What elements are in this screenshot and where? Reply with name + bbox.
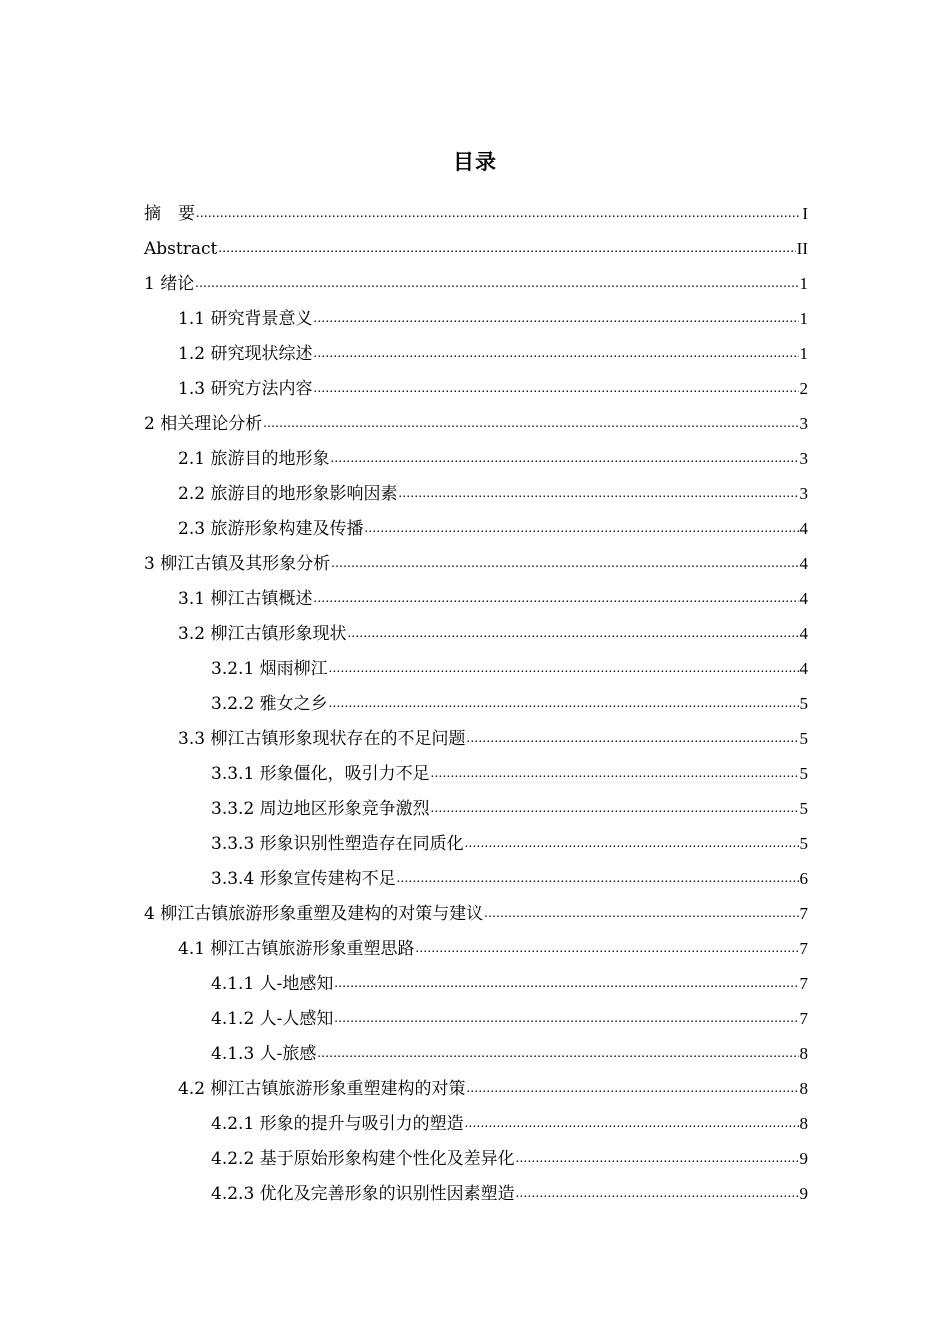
toc-entry-title: 3.3.2 周边地区形象竞争激烈: [211, 799, 430, 819]
toc-page-number: 7: [799, 904, 808, 923]
toc-page-number: 5: [799, 799, 808, 818]
toc-page-number: 1: [799, 344, 808, 363]
toc-page-number: 5: [799, 729, 808, 748]
toc-dot-leader: [313, 591, 798, 607]
toc-page-number: 5: [799, 764, 808, 783]
toc-dot-leader: [330, 451, 798, 467]
toc-entry[interactable]: [144, 826, 808, 861]
toc-dot-leader: [465, 836, 799, 852]
toc-page-number: 4: [799, 624, 808, 643]
toc-entry-title: 3.2.1 烟雨柳江: [211, 659, 328, 679]
toc-dot-leader: [415, 941, 798, 957]
toc-dot-leader: [431, 801, 799, 817]
toc-page-number: 8: [799, 1114, 808, 1133]
toc-page-number: 8: [799, 1044, 808, 1063]
toc-page-number: 1: [799, 274, 808, 293]
toc-dot-leader: [397, 871, 799, 887]
toc-entry[interactable]: [144, 616, 808, 651]
toc-entry[interactable]: [144, 931, 808, 966]
toc-entry-title: 4.1.2 人-人感知: [211, 1009, 334, 1029]
toc-entry-title: 4.2 柳江古镇旅游形象重塑建构的对策: [178, 1079, 466, 1099]
toc-entry[interactable]: [144, 756, 808, 791]
toc-entry-title: 2.3 旅游形象构建及传播: [178, 519, 364, 539]
toc-entry-title: 1 绪论: [144, 274, 195, 294]
toc-entry-title: 3.3.1 形象僵化，吸引力不足: [211, 764, 430, 784]
toc-page-number: 7: [799, 1009, 808, 1028]
toc-page-number: I: [802, 204, 808, 223]
toc-entry-title: 4 柳江古镇旅游形象重塑及建构的对策与建议: [144, 904, 484, 924]
toc-entry-title: 摘 要: [144, 204, 195, 224]
toc-dot-leader: [329, 661, 799, 677]
toc-dot-leader: [331, 556, 798, 572]
toc-page-number: 7: [799, 939, 808, 958]
toc-dot-leader: [263, 416, 798, 432]
toc-entry[interactable]: [144, 721, 808, 756]
page-title: 目录: [453, 150, 497, 174]
toc-dot-leader: [516, 1186, 799, 1202]
toc-entry[interactable]: [144, 1141, 808, 1176]
toc-page-number: 3: [799, 484, 808, 503]
toc-dot-leader: [364, 521, 798, 537]
toc-entry[interactable]: [144, 1001, 808, 1036]
toc-page-number: 4: [799, 519, 808, 538]
toc-entry[interactable]: [144, 651, 808, 686]
toc-page-number: 4: [799, 589, 808, 608]
toc-dot-leader: [195, 276, 798, 292]
toc-entry-title: 3 柳江古镇及其形象分析: [144, 554, 331, 574]
toc-dot-leader: [329, 696, 799, 712]
toc-page-number: 8: [799, 1079, 808, 1098]
toc-entry[interactable]: [144, 336, 808, 371]
toc-page-number: 9: [799, 1149, 808, 1168]
toc-dot-leader: [398, 486, 798, 502]
toc-dot-leader: [466, 731, 798, 747]
toc-entry[interactable]: [144, 511, 808, 546]
toc-entry-title: 4.1 柳江古镇旅游形象重塑思路: [178, 939, 415, 959]
toc-dot-leader: [196, 206, 801, 222]
toc-dot-leader: [334, 1011, 798, 1027]
toc-page-number: 4: [799, 659, 808, 678]
toc-dot-leader: [347, 626, 798, 642]
toc-page-number: 5: [799, 834, 808, 853]
toc-entry-title: Abstract: [144, 239, 218, 259]
toc-entry[interactable]: [144, 966, 808, 1001]
toc-entry[interactable]: [144, 1176, 808, 1211]
toc-dot-leader: [317, 1046, 798, 1062]
toc-dot-leader: [466, 1081, 798, 1097]
toc-entry-title: 3.1 柳江古镇概述: [178, 589, 313, 609]
toc-entry-title: 4.1.3 人-旅感: [211, 1044, 317, 1064]
toc-entry[interactable]: [144, 581, 808, 616]
toc-entry-title: 2.1 旅游目的地形象: [178, 449, 330, 469]
toc-entry[interactable]: [144, 1071, 808, 1106]
toc-page-number: 2: [799, 379, 808, 398]
toc-entry[interactable]: [144, 406, 808, 441]
toc-entry-title: 1.2 研究现状综述: [178, 344, 313, 364]
toc-entry-title: 3.3 柳江古镇形象现状存在的不足问题: [178, 729, 466, 749]
toc-dot-leader: [313, 346, 798, 362]
toc-entry[interactable]: [144, 1036, 808, 1071]
toc-page-number: 7: [799, 974, 808, 993]
toc-entry[interactable]: [144, 861, 808, 896]
toc-entry[interactable]: [144, 441, 808, 476]
toc-entry-title: 4.1.1 人-地感知: [211, 974, 334, 994]
toc-dot-leader: [313, 311, 798, 327]
toc-entry[interactable]: [144, 686, 808, 721]
toc-dot-leader: [465, 1116, 799, 1132]
toc-page-number: 9: [799, 1184, 808, 1203]
toc-entry[interactable]: [144, 196, 808, 231]
toc-dot-leader: [313, 381, 798, 397]
toc-entry[interactable]: [144, 546, 808, 581]
toc-page-number: 3: [799, 449, 808, 468]
toc-entry-title: 2 相关理论分析: [144, 414, 263, 434]
toc-entry-title: 3.3.3 形象识别性塑造存在同质化: [211, 834, 464, 854]
toc-dot-leader: [484, 906, 798, 922]
table-of-contents: [144, 196, 808, 1211]
toc-entry-title: 2.2 旅游目的地形象影响因素: [178, 484, 398, 504]
toc-entry-title: 3.3.4 形象宣传建构不足: [211, 869, 396, 889]
toc-entry[interactable]: [144, 896, 808, 931]
toc-entry[interactable]: [144, 301, 808, 336]
toc-entry[interactable]: [144, 371, 808, 406]
toc-page-number: II: [796, 239, 808, 258]
toc-entry-title: 1.1 研究背景意义: [178, 309, 313, 329]
toc-entry-title: 4.2.1 形象的提升与吸引力的塑造: [211, 1114, 464, 1134]
toc-entry-title: 4.2.2 基于原始形象构建个性化及差异化: [211, 1149, 515, 1169]
toc-dot-leader: [218, 241, 795, 257]
toc-page-number: 5: [799, 694, 808, 713]
toc-dot-leader: [516, 1151, 799, 1167]
toc-entry-title: 3.2.2 雅女之乡: [211, 694, 328, 714]
toc-entry-title: 1.3 研究方法内容: [178, 379, 313, 399]
toc-entry[interactable]: [144, 231, 808, 266]
toc-dot-leader: [334, 976, 798, 992]
toc-page-number: 6: [799, 869, 808, 888]
toc-entry[interactable]: [144, 1106, 808, 1141]
toc-entry[interactable]: [144, 266, 808, 301]
toc-entry[interactable]: [144, 791, 808, 826]
toc-page-number: 1: [799, 309, 808, 328]
toc-page-number: 3: [799, 414, 808, 433]
toc-entry[interactable]: [144, 476, 808, 511]
toc-page-number: 4: [799, 554, 808, 573]
toc-entry-title: 4.2.3 优化及完善形象的识别性因素塑造: [211, 1184, 515, 1204]
toc-entry-title: 3.2 柳江古镇形象现状: [178, 624, 347, 644]
toc-dot-leader: [431, 766, 799, 782]
